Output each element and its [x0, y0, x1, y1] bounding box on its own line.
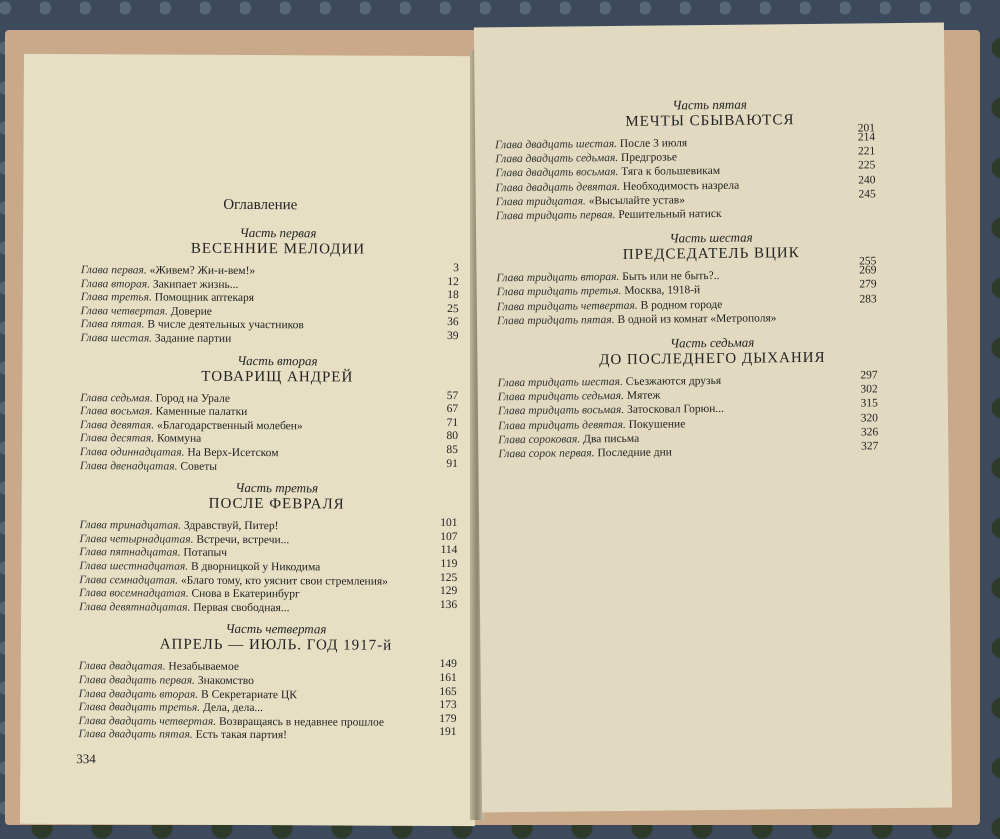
toc-entry — [498, 390, 661, 404]
page-ref: 191 — [439, 726, 457, 739]
toc-entry — [496, 179, 740, 194]
toc-entry — [81, 264, 255, 277]
toc-entry — [79, 661, 239, 674]
chapter-number: Глава сороковая. — [498, 433, 584, 447]
chapter-title: Город на Урале — [155, 392, 230, 405]
chapter-title: После 3 июля — [619, 137, 688, 150]
toc-entry — [80, 405, 247, 418]
chapter-title: Помощник аптекаря — [154, 291, 255, 305]
chapter-title: Москва, 1918-й — [624, 284, 701, 298]
chapter-title: «Живем? Жи-и-вем!» — [149, 264, 256, 278]
chapter-title: Снова в Екатеринбург — [191, 587, 300, 601]
chapter-title: «Благодарственный молебен» — [156, 419, 303, 433]
toc-entry — [496, 194, 685, 208]
chapter-title: В Секретариате ЦК — [201, 688, 297, 701]
chapter-number: Глава десятая. — [79, 432, 158, 445]
toc-entry — [498, 446, 672, 460]
page-ref: 39 — [447, 330, 459, 343]
chapter-number: Глава тридцать четвертая. — [496, 299, 641, 313]
chapter-number: Глава четырнадцатая. — [79, 532, 197, 546]
page-ref: 91 — [446, 457, 458, 470]
part-title: ВЕСЕННИЕ МЕЛОДИИ — [190, 240, 366, 258]
part-label: Часть пятая — [672, 96, 748, 113]
toc-entry — [79, 560, 320, 573]
toc-entry — [78, 728, 287, 741]
toc-entry — [80, 392, 230, 405]
page-ref: 85 — [446, 444, 458, 457]
toc-entry — [81, 319, 304, 332]
toc-entry — [78, 715, 384, 729]
toc-entry — [81, 291, 254, 304]
page-ref: 245 — [858, 188, 876, 201]
toc-entry — [80, 332, 231, 345]
chapter-title: Незабываемое — [168, 660, 239, 674]
page-ref: 57 — [446, 389, 459, 402]
chapter-title: Тяга к большевикам — [621, 165, 721, 179]
page-ref: 161 — [439, 671, 457, 685]
toc-entry — [80, 446, 279, 459]
page-ref: 315 — [860, 397, 878, 410]
chapter-number: Глава тридцать пятая. — [496, 313, 618, 328]
page-ref: 107 — [440, 530, 458, 543]
chapter-title: Советы — [180, 460, 218, 473]
chapter-number: Глава тридцать восьмая. — [497, 404, 628, 418]
chapter-title: Задание партии — [154, 332, 232, 345]
chapter-number: Глава шестая. — [80, 332, 155, 345]
page-ref: 320 — [860, 411, 879, 425]
chapter-title: Последние дни — [597, 446, 672, 460]
toc-entry — [79, 688, 297, 701]
page-ref: 302 — [860, 383, 878, 396]
page-ref: 326 — [860, 426, 879, 439]
page-ref: 114 — [440, 544, 458, 557]
chapter-title: Быть или не быть?.. — [622, 270, 720, 284]
chapter-number: Глава третья. — [80, 291, 155, 304]
part-title: ДО ПОСЛЕДНЕГО ДЫХАНИЯ — [599, 349, 826, 369]
chapter-number: Глава двадцать седьмая. — [495, 152, 622, 166]
toc-entry — [79, 574, 388, 588]
toc-entry — [497, 298, 723, 312]
page-ref: 18 — [447, 289, 459, 302]
toc-entry — [495, 165, 720, 179]
page-ref: 101 — [440, 517, 458, 530]
chapter-number: Глава семнадцатая. — [79, 573, 181, 587]
part-label: Часть первая — [239, 224, 317, 241]
chapter-title: Каменные палатки — [155, 405, 248, 419]
chapter-number: Глава тридцать третья. — [496, 285, 625, 299]
chapter-number: Глава первая. — [80, 264, 150, 277]
page-ref: 71 — [446, 416, 459, 429]
chapter-number: Глава четвертая. — [80, 304, 171, 318]
part-title: АПРЕЛЬ — ИЮЛЬ. ГОД 1917-й — [159, 636, 393, 655]
toc-entry — [79, 587, 300, 600]
chapter-title: Решительный натиск — [618, 207, 722, 221]
chapter-title: Доверие — [170, 305, 212, 318]
chapter-number: Глава вторая. — [80, 277, 153, 291]
toc-entry — [81, 305, 212, 318]
page-ref: 269 — [859, 264, 877, 277]
chapter-number: Глава двадцать шестая. — [495, 137, 620, 152]
chapter-number: Глава тридцатая. — [495, 195, 589, 209]
chapter-number: Глава двадцать первая. — [78, 674, 198, 687]
chapter-title: Первая свободная... — [193, 601, 290, 615]
part-title: МЕЧТЫ СБЫВАЮТСЯ — [625, 112, 795, 130]
chapter-number: Глава двадцать третья. — [78, 701, 204, 714]
page-ref: 201 — [857, 122, 876, 135]
chapter-title: Дела, дела... — [202, 701, 264, 715]
chapter-number: Глава седьмая. — [80, 391, 156, 405]
chapter-number: Глава двадцать восьмая. — [495, 166, 622, 180]
chapter-number: Глава тридцать первая. — [495, 208, 619, 223]
page-ref: 179 — [439, 712, 457, 725]
page-ref: 225 — [858, 159, 876, 172]
page-ref: 297 — [860, 369, 878, 382]
toc-entry — [496, 270, 719, 284]
chapter-title: Закипает жизнь... — [152, 278, 239, 291]
page-ref: 165 — [439, 685, 457, 698]
chapter-title: Потапыч — [183, 547, 228, 560]
chapter-number: Глава тринадцатая. — [79, 519, 184, 532]
toc-entry — [79, 547, 227, 560]
chapter-number: Глава двенадцатая. — [79, 459, 181, 473]
toc-entry — [79, 601, 289, 614]
chapter-title: Знакомство — [197, 674, 254, 688]
chapter-number: Глава девятнадцатая. — [79, 600, 194, 614]
chapter-title: Возвращаясь в недавнее прошлое — [218, 715, 385, 729]
toc-entry — [80, 519, 279, 532]
chapter-title: В числе деятельных участников — [147, 318, 304, 332]
toc-entry — [497, 285, 701, 299]
chapter-title: В родном городе — [640, 298, 723, 312]
page-ref: 3 — [453, 262, 459, 275]
page-ref: 279 — [859, 278, 877, 291]
toc-entry — [498, 375, 722, 389]
chapter-number: Глава тридцать седьмая. — [497, 390, 627, 404]
toc-entry — [80, 419, 303, 432]
page-ref: 214 — [857, 131, 876, 144]
chapter-number: Глава сорок первая. — [498, 447, 598, 461]
chapter-number: Глава двадцать пятая. — [78, 728, 196, 742]
part-title: ТОВАРИЩ АНДРЕЙ — [201, 368, 354, 386]
page-ref: 119 — [440, 558, 458, 571]
page-ref: 240 — [858, 173, 876, 187]
toc-entry — [495, 137, 687, 151]
toc-entry — [81, 278, 239, 291]
chapter-title: Необходимость назрела — [622, 179, 740, 193]
chapter-title: Мятеж — [626, 389, 661, 403]
chapter-title: Покушение — [628, 417, 686, 431]
chapter-title: Встречи, встречи... — [196, 533, 290, 547]
page-ref: 136 — [439, 598, 458, 611]
chapter-title: На Верх-Исетском — [187, 446, 279, 460]
page-ref: 67 — [446, 403, 459, 416]
page-ref: 36 — [447, 316, 459, 329]
page-ref: 12 — [447, 275, 459, 288]
page-ref: 129 — [439, 585, 458, 598]
chapter-title: «Благо тому, кто уяснит свои стремления» — [180, 574, 388, 588]
chapter-number: Глава восьмая. — [80, 405, 156, 418]
left-page — [20, 54, 479, 826]
toc-entry — [80, 433, 201, 446]
part-label: Часть шестая — [669, 229, 753, 246]
toc-entry — [498, 433, 639, 446]
part-label: Часть вторая — [237, 352, 318, 368]
chapter-number: Глава двадцать вторая. — [78, 687, 202, 701]
toc-entry — [495, 152, 677, 166]
chapter-number: Глава тридцать шестая. — [497, 375, 626, 390]
contents-heading: Оглавление — [223, 196, 298, 214]
right-page — [474, 23, 952, 813]
chapter-number: Глава двадцатая. — [78, 660, 169, 673]
page-ref: 327 — [860, 440, 879, 453]
chapter-number: Глава тридцать девятая. — [498, 418, 629, 432]
page-ref: 221 — [857, 145, 876, 158]
page-ref: 173 — [439, 699, 457, 712]
chapter-title: Здравствуй, Питер! — [183, 519, 279, 533]
chapter-number: Глава девятая. — [80, 418, 158, 432]
chapter-number: Глава восемнадцатая. — [79, 587, 192, 600]
page-ref: 125 — [440, 571, 458, 584]
page-ref: 80 — [446, 430, 459, 443]
toc-entry — [498, 403, 724, 417]
chapter-title: В дворницкой у Никодима — [190, 560, 321, 574]
page-ref: 283 — [859, 292, 877, 306]
part-label: Часть четвертая — [225, 621, 327, 637]
chapter-number: Глава шестнадцатая. — [79, 560, 191, 573]
part-title: ПРЕДСЕДАТЕЛЬ ВЦИК — [622, 245, 800, 264]
part-title: ПОСЛЕ ФЕВРАЛЯ — [208, 495, 345, 513]
chapter-number: Глава тридцать вторая. — [496, 271, 623, 285]
chapter-title: Коммуна — [157, 432, 202, 446]
chapter-title: Предгрозье — [620, 151, 678, 165]
chapter-number: Глава пятая. — [80, 318, 148, 331]
toc-entry — [497, 312, 777, 327]
chapter-number: Глава пятнадцатая. — [79, 546, 184, 560]
page-ref: 255 — [859, 255, 877, 268]
chapter-number: Глава двадцать девятая. — [495, 180, 623, 194]
page-ref: 149 — [439, 658, 457, 671]
toc-entry — [79, 674, 254, 687]
part-label: Часть седьмая — [670, 334, 755, 351]
right-contents — [474, 23, 944, 461]
toc-entry — [79, 701, 264, 714]
toc-entry — [496, 208, 722, 222]
chapter-title: Затосковал Горюн... — [627, 403, 725, 417]
page-ref: 25 — [447, 302, 459, 315]
chapter-title: Съезжаются друзья — [625, 374, 722, 388]
chapter-number: Глава одиннадцатая. — [79, 446, 188, 459]
toc-entry — [80, 460, 217, 473]
chapter-title: «Высылайте устав» — [588, 194, 686, 208]
chapter-title: Есть такая партия! — [195, 729, 287, 742]
chapter-title: В одной из комнат «Метрополя» — [617, 312, 777, 326]
toc-entry — [498, 418, 685, 432]
chapter-title: Два письма — [583, 432, 640, 446]
toc-entry — [79, 533, 289, 546]
page-number: 334 — [76, 751, 96, 767]
part-label: Часть третья — [235, 480, 319, 496]
chapter-number: Глава двадцать четвертая. — [78, 714, 220, 728]
